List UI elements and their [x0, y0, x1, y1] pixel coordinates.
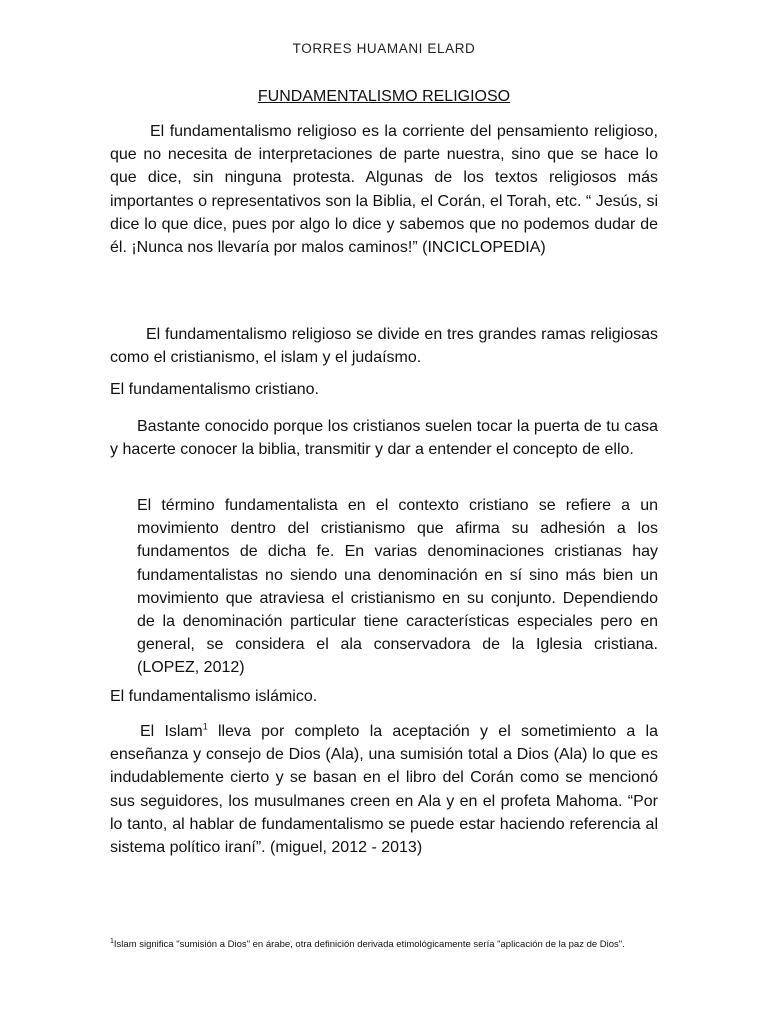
footnote	[110, 938, 670, 951]
document-title: FUNDAMENTALISMO RELIGIOSO	[257, 88, 511, 105]
christian-paragraph: Bastante conocido porque los cristianos suelen tocar la puerta de tu casa y hacerte conocer la biblia, transmitir y dar a entender el concepto de ello.	[110, 418, 658, 459]
section-heading-islamic: El fundamentalismo islámico.	[110, 688, 318, 705]
christian-quote-paragraph: El término fundamentalista en el contexto cristiano se refiere a un movimiento dentro del cristianismo que afirma su adhesión a los fundamentos de dicha fe. En varias denominaciones cristianas hay fundamentalistas no siendo una denominación en sí sino más bien un movimiento que atraviesa el cristianismo en su conjunto. Dependiendo de la denominación particular tiene características especiales pero en general, se considera el ala conservadora de la Iglesia cristiana. (LOPEZ, 2012)	[137, 497, 658, 677]
section-heading-christian: El fundamentalismo cristiano.	[110, 381, 319, 398]
page-header-author: TORRES HUAMANI ELARD	[292, 41, 476, 56]
islam-paragraph-rest: lleva por completo la aceptación y el sometimiento a la enseñanza y consejo de Dios (Ala), una sumisión total a Dios (Ala) lo que es indudablemente cierto y se basan en el libro del Corán como se mencionó sus seguidores, los musulmanes creen en Ala y en el profeta Mahoma. “Por lo tanto, al hablar de fundamentalismo se puede estar haciendo referencia al sistema político iraní”. (miguel, 2012 - 2013)	[110, 723, 659, 857]
footnote-reference-mark: 1	[202, 721, 208, 732]
footnote-mark: 1	[110, 937, 114, 945]
islam-paragraph	[110, 720, 658, 859]
islam-paragraph-start: El Islam	[140, 723, 203, 740]
branches-paragraph: El fundamentalismo religioso se divide en tres grandes ramas religiosas como el cristianismo, el islam y el judaísmo.	[110, 326, 658, 367]
footnote-text: Islam significa "sumisión a Dios" en árabe, otra definición derivada etimológicamente sería "aplicación de la paz de Dios".	[113, 939, 625, 950]
intro-paragraph: El fundamentalismo religioso es la corriente del pensamiento religioso, que no necesita de interpretaciones de parte nuestra, sino que se hace lo que dice, sin ninguna protesta. Algunas de los textos religiosos más importantes o representativos son la Biblia, el Corán, el Torah, etc. “ Jesús, si dice lo que dice, pues por algo lo dice y sabemos que no podemos dudar de él. ¡Nunca nos llevaría por malos caminos!” (INCICLOPEDIA)	[110, 123, 658, 257]
